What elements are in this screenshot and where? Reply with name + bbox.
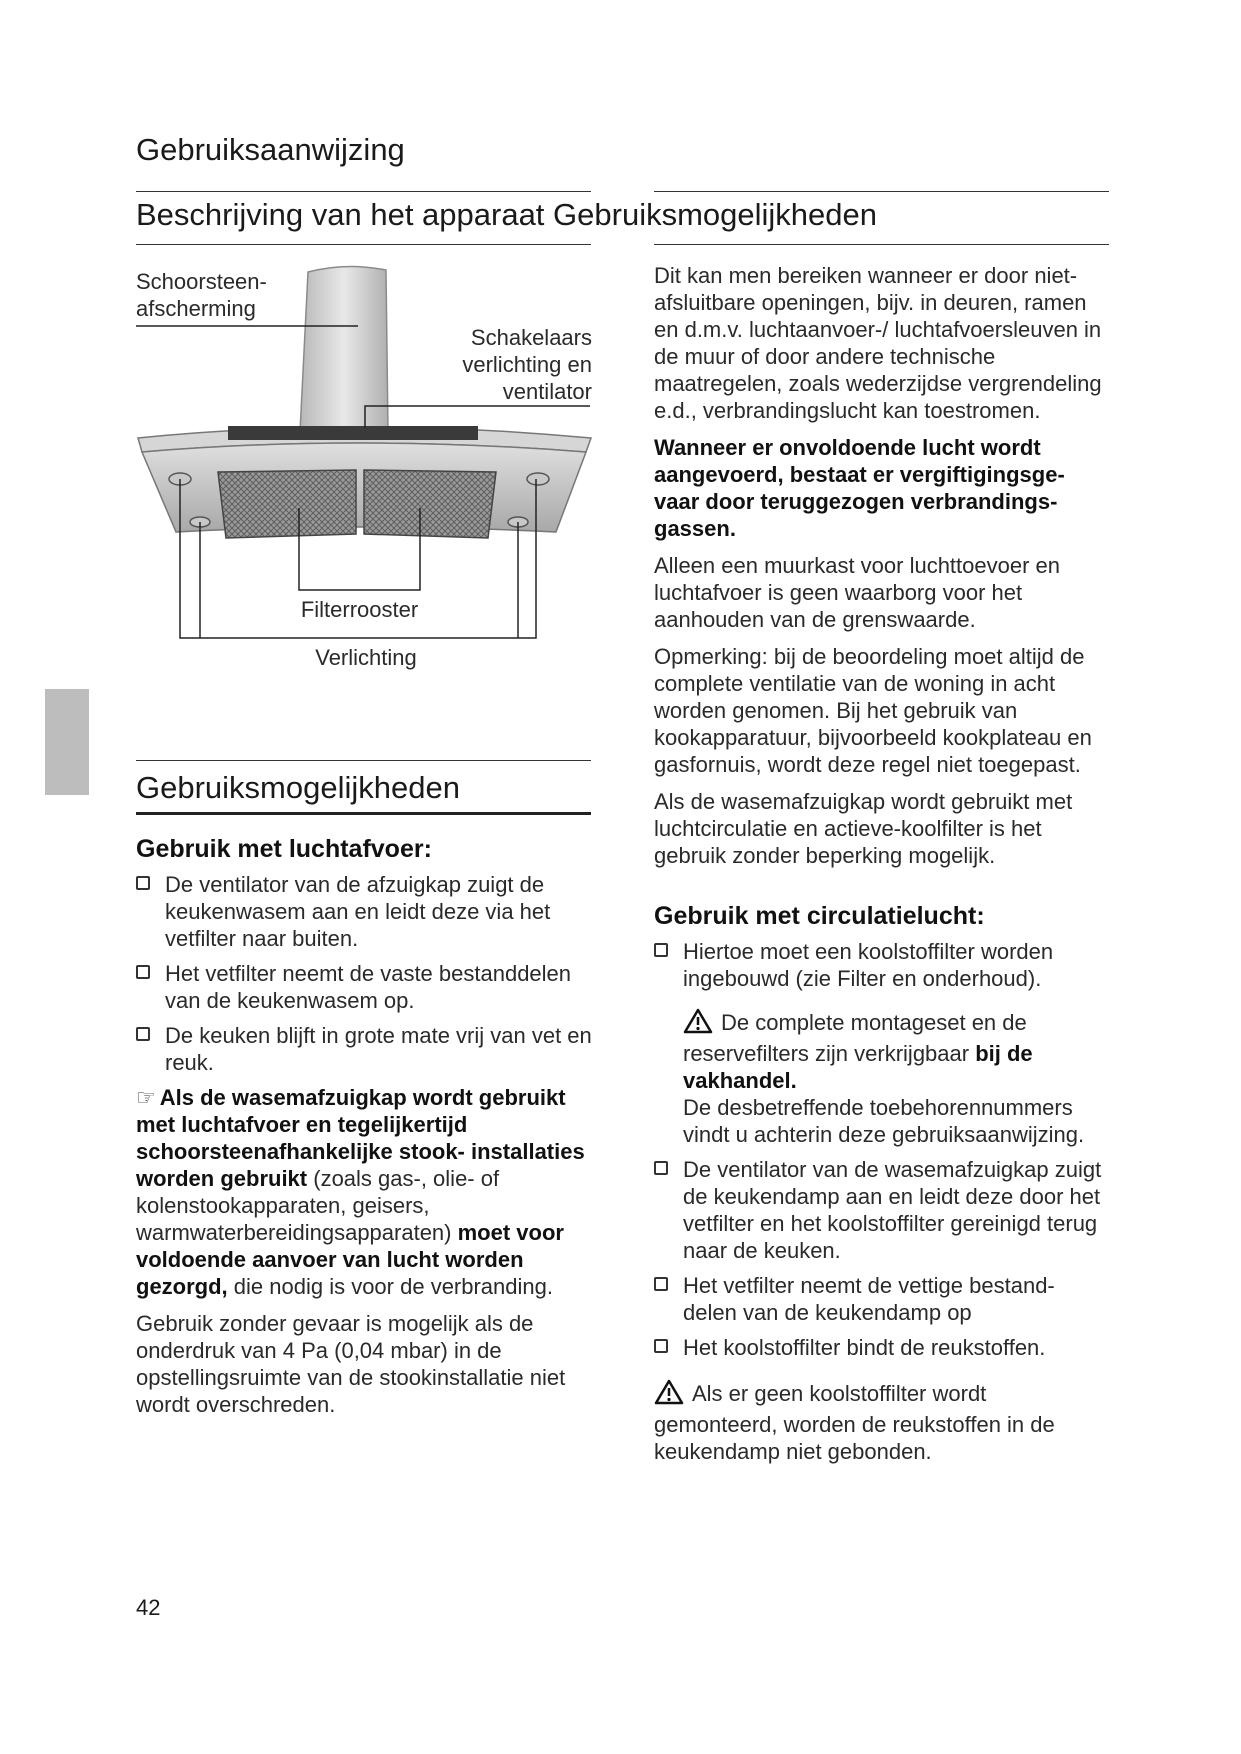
bullet-item (654, 938, 1114, 992)
warning-block-2 (654, 1379, 1114, 1465)
warning-block-1 (654, 1008, 1114, 1148)
label-switches-line2: verlichting en (462, 352, 592, 377)
bullet-item (654, 1272, 1114, 1326)
bullet-item (136, 1022, 594, 1076)
usage-title: Gebruiksmogelijkheden (136, 770, 460, 805)
pointing-hand-icon: ☞ (136, 1085, 156, 1110)
top-rule-left (136, 191, 591, 192)
paragraph-warning-bold: Wanneer er onvoldoende lucht wordt aangevoerd, bestaat er vergiftigingsge- vaar door teruggezogen verbrandings- gassen. (654, 435, 1065, 541)
bottom-rule-left (136, 244, 591, 245)
warning-triangle-icon (654, 1379, 684, 1411)
note-bold-2: moet voor voldoende aanvoer van lucht worden gezorgd, (136, 1220, 564, 1299)
section-title-description: Beschrijving van het apparaat (136, 197, 545, 232)
warning-triangle-icon (683, 1008, 713, 1040)
safe-use-paragraph: Gebruik zonder gevaar is mogelijk als de onderdruk van 4 Pa (0,04 mbar) in de opstellingsruimte van de stookinstallatie niet wordt overschreden. (136, 1311, 566, 1417)
checkbox-bullet-icon (136, 876, 150, 890)
bullet-item (654, 1156, 1114, 1264)
section-title-usage: Gebruiksmogelijkheden (553, 197, 878, 232)
left-column-text (136, 836, 594, 1428)
paragraph-4: Opmerking: bij de beoordeling moet altijd de complete ventilatie van de woning in acht worden genomen. Bij het gebruik van kookapparatuur, bijvoorbeeld kookplateau en gasfornuis, wordt deze regel niet toegepast. (654, 644, 1092, 777)
note-normal-2: die nodig is voor de verbranding. (227, 1274, 553, 1299)
checkbox-bullet-icon (654, 1277, 668, 1291)
label-chimney-line1: Schoorsteen- (136, 269, 267, 294)
label-chimney (136, 268, 267, 322)
section-heading (136, 197, 877, 233)
paragraph-1: Dit kan men bereiken wanneer er door niet-afsluitbare openingen, bijv. in deuren, ramen en d.m.v. luchtaanvoer-/ luchtafvoersleuven in de muur of door andere technische maatregelen, zoals wederzijdse vergrendeling e.d., verbrandingslucht kan toestromen. (654, 263, 1102, 423)
chimney-shape (300, 266, 388, 432)
warning-1-text: De complete montageset en de reservefilters zijn verkrijgbaar (683, 1010, 1027, 1066)
checkbox-bullet-icon (654, 943, 668, 957)
filter-grille-right (364, 470, 496, 538)
top-rule-right (654, 191, 1109, 192)
label-switches (462, 324, 592, 405)
checkbox-bullet-icon (136, 1027, 150, 1041)
label-switches-line3: ventilator (502, 379, 592, 404)
paragraph-5: Als de wasemafzuigkap wordt gebruikt met luchtcirculatie en actieve-koolfilter is het gebruik zonder beperking mogelijk. (654, 789, 1073, 868)
bullet-text: Het vetfilter neemt de vettige bestand- delen van de keukendamp op (683, 1273, 1055, 1325)
control-strip (228, 426, 478, 440)
paragraph-3: Alleen een muurkast voor luchttoevoer en luchtafvoer is geen waarborg voor het aanhouden van de grenswaarde. (654, 553, 1061, 632)
document-title: Gebruiksaanwijzing (136, 132, 405, 167)
label-chimney-line2: afscherming (136, 296, 256, 321)
bullet-item (136, 871, 594, 952)
right-column-text (654, 262, 1114, 1475)
usage-rule-top (136, 760, 591, 761)
label-lighting: Verlichting (315, 645, 417, 670)
note-paragraph (136, 1084, 594, 1300)
label-switches-line1: Schakelaars (470, 325, 592, 350)
checkbox-bullet-icon (654, 1339, 668, 1353)
side-tab-marker (45, 689, 89, 795)
warning-1-extra: De desbetreffende toebehorennummers vindt u achterin deze gebruiksaanwijzing. (683, 1095, 1085, 1147)
filter-grille-left (218, 470, 356, 538)
bullet-item (136, 960, 594, 1014)
bullet-text: Het vetfilter neemt de vaste bestanddelen van de keukenwasem op. (165, 961, 572, 1013)
bullet-text: De ventilator van de afzuigkap zuigt de keukenwasem aan en leidt deze via het vetfilter naar buiten. (165, 872, 551, 951)
checkbox-bullet-icon (654, 1161, 668, 1175)
bottom-rule-right (654, 244, 1109, 245)
usage-rule-bottom (136, 812, 591, 815)
bullet-item (654, 1334, 1114, 1361)
page-number: 42 (136, 1595, 161, 1620)
subtitle-circulation: Gebruik met circulatielucht: (654, 902, 985, 930)
subtitle-exhaust: Gebruik met luchtafvoer: (136, 835, 432, 863)
bullet-text: Het koolstoffilter bindt de reukstoffen. (683, 1335, 1046, 1360)
note-bold-1: Als de wasemafzuigkap wordt gebruikt met luchtafvoer en tegelijkertijd schoorsteenafhankelijke stook- installaties worden gebruikt (136, 1085, 585, 1191)
bullet-text: Hiertoe moet een koolstoffilter worden ingebouwd (zie Filter en onderhoud). (683, 939, 1054, 991)
bullet-text: De keuken blijft in grote mate vrij van vet en reuk. (165, 1023, 592, 1075)
warning-2-text: Als er geen koolstoffilter wordt gemonteerd, worden de reukstoffen in de keukendamp niet gebonden. (654, 1381, 1055, 1464)
checkbox-bullet-icon (136, 965, 150, 979)
bullet-text: De ventilator van de wasemafzuigkap zuigt de keukendamp aan en leidt deze door het vetfilter en het koolstoffilter gereinigd terug naar de keuken. (683, 1157, 1102, 1263)
label-filter: Filterrooster (300, 597, 419, 622)
note-normal-1: (zoals gas-, olie- of kolenstookapparaten, geisers, warmwaterbereidingsapparaten) (136, 1166, 500, 1245)
hood-diagram (136, 258, 596, 678)
warning-1-bold: bij de vakhandel. (683, 1041, 1033, 1093)
